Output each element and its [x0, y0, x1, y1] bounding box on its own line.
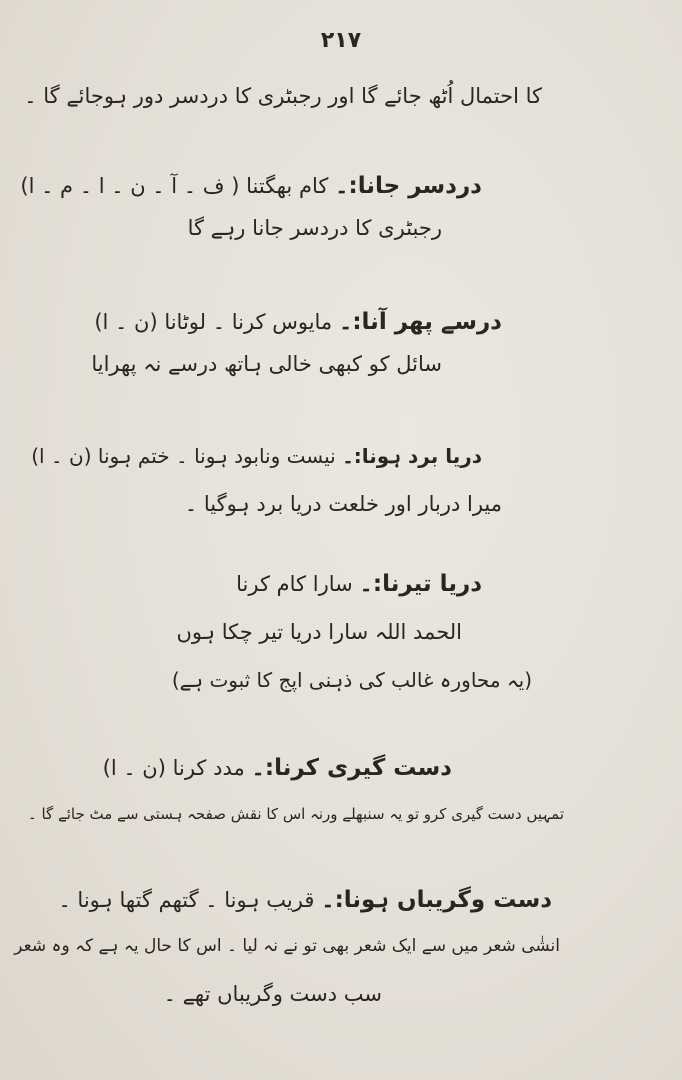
example-line — [164, 978, 382, 1010]
idiom-headword: دردسر جانا:۔ — [335, 173, 482, 199]
line-text: تمہیں دست گیری کرو تو یہ سنبھلے ورنہ اس کا نقش صفحہ ہستی سے مٹ جائے گا ۔ — [27, 805, 564, 823]
line-text: انشٰی شعر میں سے ایک شعر بھی تو نے نہ لیا ۔ اس کا حال یہ ہے کہ وہ شعر — [14, 936, 560, 956]
line-text: الحمد اللہ سارا دریا تیر چکا ہوں — [176, 620, 462, 644]
idiom-entry — [58, 884, 552, 916]
line-text: (یہ محاورہ غالب کی ذہنی اپج کا ثبوت ہے) — [171, 668, 532, 692]
idiom-meaning: کام بھگتنا ( ف ۔ آ ۔ ن ۔ ا ۔ م ۔ ا) — [20, 174, 329, 198]
idiom-entry — [236, 568, 482, 600]
idiom-entry — [94, 306, 502, 338]
idiom-meaning: مدد کرنا (ن ۔ ا) — [102, 756, 245, 780]
example-line — [176, 616, 462, 648]
idiom-headword: دست وگریباں ہونا:۔ — [321, 887, 552, 913]
idiom-entry — [20, 170, 482, 202]
idiom-entry — [103, 752, 452, 784]
example-line — [28, 798, 564, 830]
idiom-headword: دریا برد ہونا:۔ — [342, 444, 482, 468]
line-text: رجبٹری کا دردسر جانا رہے گا — [187, 216, 442, 240]
idiom-meaning: سارا کام کرنا — [236, 572, 353, 596]
example-line — [185, 488, 502, 520]
example-line — [14, 930, 560, 962]
page-number: ۲۱۷ — [320, 28, 362, 53]
idiom-headword: درسے پھر آنا:۔ — [338, 309, 502, 335]
idiom-headword: دریا تیرنا:۔ — [359, 571, 482, 597]
body-line — [24, 80, 542, 112]
note-line — [172, 664, 532, 696]
idiom-headword: دست گیری کرنا:۔ — [251, 755, 452, 781]
idiom-meaning: قریب ہونا ۔ گتھم گتھا ہونا ۔ — [58, 888, 315, 912]
line-text: کا احتمال اُٹھ جائے گا اور رجبٹری کا دردسر دور ہوجائے گا ۔ — [24, 84, 542, 108]
example-line — [91, 348, 442, 380]
idiom-meaning: نیست ونابود ہونا ۔ ختم ہونا (ن ۔ ا) — [31, 444, 336, 468]
line-text: میرا دربار اور خلعت دریا برد ہوگیا ۔ — [184, 492, 502, 516]
example-line — [188, 212, 442, 244]
line-text: سب دست وگریباں تھے ۔ — [163, 982, 382, 1006]
idiom-entry — [31, 440, 482, 472]
idiom-meaning: مایوس کرنا ۔ لوٹانا (ن ۔ ا) — [94, 310, 333, 334]
line-text: سائل کو کبھی خالی ہاتھ درسے نہ پھرایا — [91, 352, 442, 376]
